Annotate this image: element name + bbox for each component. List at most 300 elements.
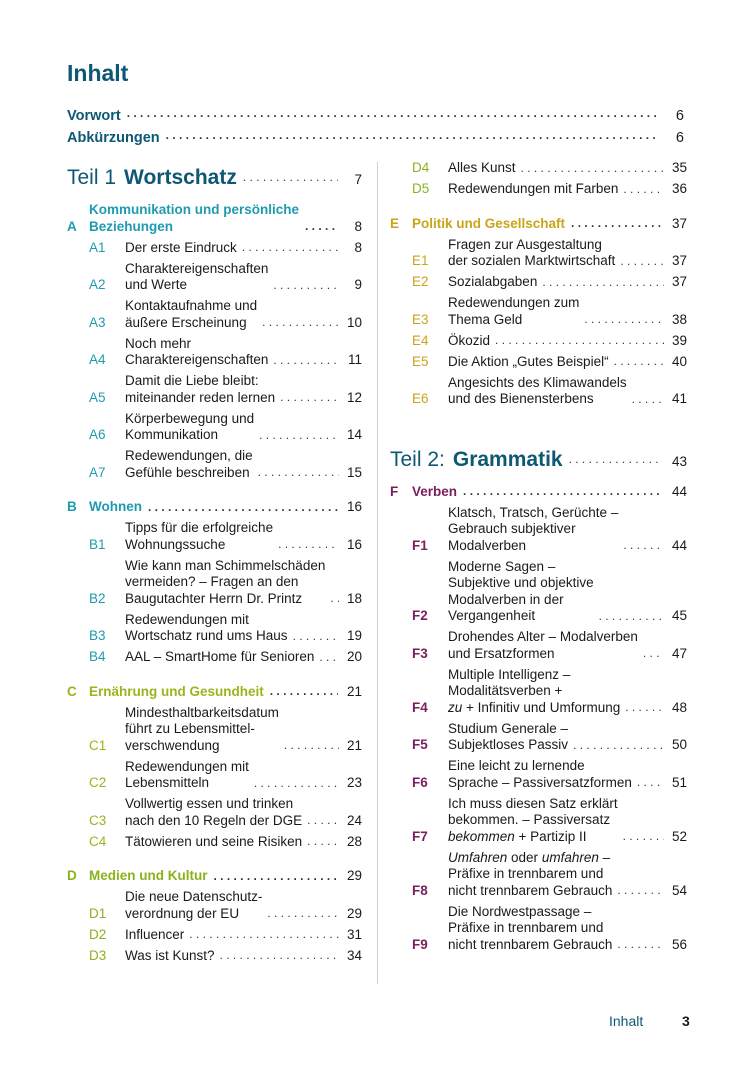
toc-entry-a3[interactable] xyxy=(67,298,362,331)
toc-entry-f3[interactable] xyxy=(390,629,687,662)
toc-column-right xyxy=(390,160,687,953)
toc-page-number: 6 xyxy=(675,108,684,124)
line-text: Sozialabgaben xyxy=(448,274,538,289)
toc-page-number: 44 xyxy=(671,537,687,553)
entry-code: E1 xyxy=(412,253,429,268)
toc-entry-e6[interactable] xyxy=(390,375,687,408)
leader-dots xyxy=(262,314,339,328)
line-text: Was ist Kunst? xyxy=(125,947,215,963)
toc-entry-a1[interactable] xyxy=(67,240,362,257)
leader-dots xyxy=(189,926,339,940)
section-title xyxy=(89,499,142,516)
line-text: Sprache – Passiversatzformen xyxy=(448,774,632,790)
line-text: Der erste Eindruck xyxy=(125,239,237,255)
entry-code: F6 xyxy=(412,774,428,790)
line-text: und des Bienensterbens xyxy=(448,391,594,406)
toc-page-number: 56 xyxy=(671,936,687,952)
entry-code: B2 xyxy=(89,590,106,606)
entry-code: F4 xyxy=(412,699,428,715)
toc-entry-a5[interactable] xyxy=(67,373,362,406)
leader-dots xyxy=(127,106,658,120)
entry-title xyxy=(125,261,268,294)
toc-page-number: 19 xyxy=(346,628,362,643)
entry-code: A7 xyxy=(89,464,106,480)
line-text: Ökozid xyxy=(448,332,491,348)
column-divider xyxy=(377,162,378,984)
toc-entry-f1[interactable] xyxy=(390,505,687,555)
line-text: Modalverben in der xyxy=(448,591,564,607)
line-text: Körperbewegung und xyxy=(125,410,255,426)
entry-code: E3 xyxy=(412,311,429,327)
toc-entry-f7[interactable] xyxy=(390,796,687,846)
line-text: nicht trennbarem Gebrauch xyxy=(448,882,613,898)
line-text: Beziehungen xyxy=(89,218,174,234)
line-text: und Ersatzformen xyxy=(448,645,555,661)
leader-dots xyxy=(330,590,339,604)
toc-page-number: 34 xyxy=(346,947,362,963)
entry-code: F5 xyxy=(412,737,428,752)
entry-code: A6 xyxy=(89,427,106,442)
leader-dots xyxy=(637,774,664,788)
entry-code: F8 xyxy=(412,882,428,898)
entry-title xyxy=(448,181,618,198)
line-text: Redewendungen, die xyxy=(125,448,253,463)
toc-entry-d5[interactable] xyxy=(390,181,687,198)
leader-dots xyxy=(254,775,339,789)
entry-code: C4 xyxy=(89,833,107,849)
toc-page-number: 9 xyxy=(354,277,362,292)
part-name: Grammatik xyxy=(452,447,563,471)
entry-code: A5 xyxy=(89,389,106,405)
line-text: Alles Kunst xyxy=(448,160,516,175)
line-text: verschwendung xyxy=(125,737,220,753)
entry-title xyxy=(448,375,627,408)
toc-page-number: 39 xyxy=(671,332,687,348)
entry-code: B1 xyxy=(89,536,106,552)
toc-page-number: 12 xyxy=(346,389,362,405)
entry-title xyxy=(448,721,568,754)
toc-entry-e2[interactable] xyxy=(390,274,687,291)
section-title xyxy=(89,202,299,235)
entry-title xyxy=(125,240,237,257)
toc-page-number: 37 xyxy=(671,253,687,268)
leader-dots xyxy=(220,947,339,961)
toc-entry-e3[interactable] xyxy=(390,295,687,328)
entry-title xyxy=(448,237,615,270)
line-text: Die Aktion „Gutes Beispiel“ xyxy=(448,353,609,369)
line-text: Redewendungen zum xyxy=(448,295,580,310)
toc-page-number: 43 xyxy=(671,453,687,469)
leader-dots xyxy=(521,160,664,174)
toc-page-number: 37 xyxy=(671,215,687,231)
toc-page-number: 36 xyxy=(671,181,687,196)
toc-page-number: 29 xyxy=(346,905,362,921)
line-text: Die Nordwestpassage – xyxy=(448,903,592,919)
entry-title xyxy=(448,629,638,662)
leader-dots xyxy=(307,833,339,847)
entry-title xyxy=(448,274,537,291)
entry-title xyxy=(448,904,612,954)
line-text: Präfixe in trennbarem und xyxy=(448,866,604,881)
entry-code: E4 xyxy=(412,332,429,348)
toc-page-number: 14 xyxy=(346,427,362,442)
entry-code: D4 xyxy=(412,160,430,175)
toc-entry-f2[interactable] xyxy=(390,559,687,625)
section-letter: F xyxy=(390,483,399,499)
leader-dots xyxy=(273,352,339,366)
toc-page-number: 16 xyxy=(346,499,362,514)
toc-page-number: 21 xyxy=(346,683,362,699)
entry-code: D2 xyxy=(89,926,107,942)
leader-dots xyxy=(614,353,664,367)
toc-page-number: 8 xyxy=(354,218,362,234)
toc-entry-f5[interactable] xyxy=(390,721,687,754)
entry-code: C2 xyxy=(89,775,107,790)
entry-title xyxy=(125,796,302,829)
toc-entry-d4[interactable] xyxy=(390,160,687,177)
entry-code: E6 xyxy=(412,391,429,406)
entry-code: C1 xyxy=(89,737,107,753)
line-text: und Werte xyxy=(125,277,188,292)
toc-page-number: 24 xyxy=(346,812,362,828)
leader-dots xyxy=(166,128,658,142)
line-text: Gebrauch subjektiver xyxy=(448,521,576,536)
toc-entry-f8[interactable] xyxy=(390,850,687,900)
toc-entry-b2[interactable] xyxy=(67,558,362,608)
leader-dots xyxy=(284,737,339,751)
line-text: Tätowieren und seine Risiken xyxy=(125,833,303,849)
line-text: Redewendungen mit xyxy=(125,611,249,627)
entry-title xyxy=(448,850,612,900)
entry-title xyxy=(125,927,184,944)
toc-entry-e4[interactable] xyxy=(390,333,687,350)
section-title xyxy=(412,216,565,233)
leader-dots xyxy=(273,277,339,291)
line-text: Politik und Gesellschaft xyxy=(412,215,566,231)
line-text: Umfahren oder umfahren – xyxy=(448,849,611,865)
entry-title xyxy=(125,336,268,369)
leader-dots xyxy=(617,936,664,950)
toc-entry-label: Abkürzungen xyxy=(67,130,160,146)
line-text: führt zu Lebensmittel- xyxy=(125,721,255,736)
leader-dots xyxy=(243,170,338,184)
line-text: Verben xyxy=(412,483,458,499)
line-text: Wie kann man Schimmelschäden xyxy=(125,557,326,573)
line-text: Eine leicht zu lernende xyxy=(448,758,585,773)
part-label: Teil 2: xyxy=(390,447,445,471)
toc-page-number: 54 xyxy=(671,882,687,898)
line-text: Mindesthaltbarkeitsdatum xyxy=(125,704,279,720)
line-text: bekommen. – Passiversatz xyxy=(448,812,611,827)
entry-title xyxy=(125,298,257,331)
leader-dots xyxy=(148,499,338,513)
entry-title xyxy=(125,834,302,851)
entry-title xyxy=(448,796,618,846)
section-letter: D xyxy=(67,868,77,883)
entry-code: D5 xyxy=(412,181,430,196)
line-text: vermeiden? – Fragen an den xyxy=(125,574,299,589)
line-text: Fragen zur Ausgestaltung xyxy=(448,236,602,252)
line-text: der sozialen Marktwirtschaft xyxy=(448,253,616,268)
leader-dots xyxy=(214,868,339,882)
section-title xyxy=(412,484,457,501)
leader-dots xyxy=(278,536,339,550)
toc-page-number: 35 xyxy=(671,160,687,175)
line-text: Vergangenheit xyxy=(448,608,536,623)
part-name: Wortschatz xyxy=(124,166,237,189)
entry-title xyxy=(448,160,516,177)
toc-entry-f9[interactable] xyxy=(390,904,687,954)
section-letter: B xyxy=(67,499,77,514)
line-text: Ernährung und Gesundheit xyxy=(89,683,264,699)
toc-page-number: 40 xyxy=(671,353,687,369)
line-text: Lebensmitteln xyxy=(125,775,210,790)
line-text: nicht trennbarem Gebrauch xyxy=(448,936,613,952)
toc-page-number: 18 xyxy=(346,590,362,606)
toc-entry-e1[interactable] xyxy=(390,237,687,270)
toc-page-number: 6 xyxy=(675,130,684,146)
line-text: Kommunikation xyxy=(125,427,219,442)
leader-dots xyxy=(584,311,664,325)
line-text: Subjektive und objektive xyxy=(448,575,594,590)
toc-entry-b4[interactable] xyxy=(67,649,362,666)
entry-title xyxy=(448,667,620,717)
section-heading-e[interactable] xyxy=(390,216,687,233)
section-title xyxy=(89,684,264,701)
entry-title xyxy=(448,559,594,625)
line-text: Wortschatz rund ums Haus xyxy=(125,628,288,643)
toc-entry-d2[interactable] xyxy=(67,927,362,944)
entry-code: A1 xyxy=(89,239,106,255)
leader-dots xyxy=(463,483,663,497)
leader-dots xyxy=(542,274,664,288)
toc-page-number: 15 xyxy=(346,464,362,480)
entry-title xyxy=(125,889,262,922)
line-text: Thema Geld xyxy=(448,311,523,327)
line-text: Noch mehr xyxy=(125,335,192,351)
line-text: verordnung der EU xyxy=(125,905,240,921)
line-text: Multiple Intelligenz – xyxy=(448,666,571,682)
line-text: Wohnungssuche xyxy=(125,536,226,552)
line-text: miteinander reden lernen xyxy=(125,389,276,405)
toc-entry-c4[interactable] xyxy=(67,834,362,851)
leader-dots xyxy=(623,828,664,842)
entry-code: C3 xyxy=(89,812,107,828)
toc-page-number: 52 xyxy=(671,828,687,844)
entry-title xyxy=(448,758,632,791)
leader-dots xyxy=(573,737,664,751)
section-heading-c[interactable] xyxy=(67,684,362,701)
entry-code: F7 xyxy=(412,828,428,844)
line-text: zu + Infinitiv und Umformung xyxy=(448,699,621,715)
line-text: Studium Generale – xyxy=(448,720,569,736)
leader-dots xyxy=(625,699,664,713)
leader-dots xyxy=(280,389,339,403)
part-heading-part1[interactable] xyxy=(67,166,362,190)
line-text: Charaktereigenschaften xyxy=(125,260,269,276)
toc-column-left xyxy=(67,160,362,964)
leader-dots xyxy=(307,812,339,826)
line-text: Redewendungen mit Farben xyxy=(448,181,619,196)
line-text: Influencer xyxy=(125,926,185,942)
toc-entry-a4[interactable] xyxy=(67,336,362,369)
line-text: bekommen + Partizip II xyxy=(448,828,587,844)
leader-dots xyxy=(293,628,339,642)
entry-title xyxy=(125,411,254,444)
toc-entry-a6[interactable] xyxy=(67,411,362,444)
toc-page-number: 45 xyxy=(671,608,687,623)
toc-entry-label: Vorwort xyxy=(67,108,121,124)
leader-dots xyxy=(620,253,664,267)
entry-code: F3 xyxy=(412,645,428,661)
entry-title xyxy=(125,448,253,481)
line-text: Modalitätsverben + xyxy=(448,683,563,698)
entry-code: F1 xyxy=(412,537,428,553)
toc-page-number: 41 xyxy=(671,391,687,406)
line-text: Angesichts des Klimawandels xyxy=(448,374,627,390)
leader-dots xyxy=(495,332,664,346)
toc-entry-abkuerzungen[interactable] xyxy=(67,130,684,146)
toc-entry-b3[interactable] xyxy=(67,612,362,645)
entry-code: F2 xyxy=(412,608,428,623)
entry-title xyxy=(125,373,275,406)
leader-dots xyxy=(258,464,339,478)
toc-page-number: 31 xyxy=(346,926,362,942)
line-text: Baugutachter Herrn Dr. Printz xyxy=(125,590,303,606)
line-text: Redewendungen mit xyxy=(125,758,249,774)
line-text: Tipps für die erfolgreiche xyxy=(125,520,274,535)
leader-dots xyxy=(305,218,338,232)
leader-dots xyxy=(623,181,664,195)
toc-page-number: 23 xyxy=(346,775,362,790)
toc-page-number: 38 xyxy=(671,311,687,327)
toc-page-number: 8 xyxy=(354,239,362,255)
entry-title xyxy=(125,705,279,755)
entry-title xyxy=(125,759,249,792)
toc-page-number: 7 xyxy=(354,172,362,187)
entry-code: A3 xyxy=(89,314,106,330)
line-text: Ich muss diesen Satz erklärt xyxy=(448,795,618,811)
entry-code: E5 xyxy=(412,353,429,369)
leader-dots xyxy=(259,427,339,441)
entry-code: B3 xyxy=(89,628,106,643)
line-text: AAL – SmartHome für Senioren xyxy=(125,649,315,664)
toc-page-number: 51 xyxy=(671,774,687,790)
entry-code: A2 xyxy=(89,277,106,292)
toc-page-number: 44 xyxy=(671,483,687,499)
leader-dots xyxy=(270,683,338,697)
line-text: Damit die Liebe bleibt: xyxy=(125,373,259,388)
toc-entry-c1[interactable] xyxy=(67,705,362,755)
entry-title xyxy=(448,333,490,350)
section-title xyxy=(89,868,208,885)
leader-dots xyxy=(242,239,339,253)
entry-title xyxy=(448,295,579,328)
footer-label: Inhalt xyxy=(609,1013,644,1029)
line-text: Charaktereigenschaften xyxy=(125,352,269,367)
toc-entry-d3[interactable] xyxy=(67,948,362,965)
toc-page-number: 28 xyxy=(346,833,362,849)
toc-page-number: 47 xyxy=(671,645,687,661)
line-text: Die neue Datenschutz- xyxy=(125,889,263,904)
line-text: Klatsch, Tratsch, Gerüchte – xyxy=(448,504,619,520)
entry-code: B4 xyxy=(89,649,106,664)
line-text: Kommunikation und persönliche xyxy=(89,202,300,217)
toc-page-number: 11 xyxy=(347,352,362,367)
leader-dots xyxy=(599,608,664,622)
toc-page-number: 21 xyxy=(346,737,362,753)
toc-entry-a2[interactable] xyxy=(67,261,362,294)
section-heading-b[interactable] xyxy=(67,499,362,516)
leader-dots xyxy=(319,649,339,663)
line-text: Medien und Kultur xyxy=(89,868,208,883)
leader-dots xyxy=(623,537,664,551)
line-text: Modalverben xyxy=(448,537,527,553)
toc-entry-vorwort[interactable] xyxy=(67,108,684,124)
entry-title xyxy=(125,649,314,666)
entry-title xyxy=(448,505,618,555)
entry-title xyxy=(125,948,215,965)
section-heading-d[interactable] xyxy=(67,868,362,885)
entry-code: F9 xyxy=(412,936,428,952)
toc-entry-f4[interactable] xyxy=(390,667,687,717)
part-heading-part2[interactable] xyxy=(390,448,687,472)
toc-entry-c2[interactable] xyxy=(67,759,362,792)
toc-page-number: 37 xyxy=(671,274,687,289)
leader-dots xyxy=(569,452,663,466)
section-letter: C xyxy=(67,683,77,699)
toc-page-number: 20 xyxy=(346,649,362,664)
line-text: Vollwertig essen und trinken xyxy=(125,796,294,811)
toc-page-number: 50 xyxy=(671,737,687,752)
page-title: Inhalt xyxy=(67,60,129,86)
line-text: Kontaktaufnahme und xyxy=(125,298,258,313)
toc-entry-d1[interactable] xyxy=(67,889,362,922)
toc-entry-a7[interactable] xyxy=(67,448,362,481)
entry-code: E2 xyxy=(412,274,429,289)
entry-code: A4 xyxy=(89,352,106,367)
toc-page-number: 29 xyxy=(346,868,362,883)
line-text: Wohnen xyxy=(89,499,142,514)
line-text: Moderne Sagen – xyxy=(448,558,556,574)
section-heading-f[interactable] xyxy=(390,484,687,501)
footer-page-number: 3 xyxy=(682,1013,690,1029)
leader-dots xyxy=(617,882,664,896)
entry-title xyxy=(448,354,609,371)
entry-code: D1 xyxy=(89,905,107,921)
entry-code: D3 xyxy=(89,947,107,963)
leader-dots xyxy=(632,391,664,405)
toc-entry-e5[interactable] xyxy=(390,354,687,371)
leader-dots xyxy=(571,215,663,229)
line-text: nach den 10 Regeln der DGE xyxy=(125,812,303,828)
toc-entry-c3[interactable] xyxy=(67,796,362,829)
line-text: Subjektloses Passiv xyxy=(448,737,569,752)
section-heading-a[interactable] xyxy=(67,202,362,235)
line-text: Gefühle beschreiben xyxy=(125,464,250,480)
toc-page-number: 16 xyxy=(346,536,362,552)
entry-title xyxy=(125,520,273,553)
line-text: äußere Erscheinung xyxy=(125,314,247,330)
line-text: Präfixe in trennbarem und xyxy=(448,920,604,935)
toc-entry-b1[interactable] xyxy=(67,520,362,553)
line-text: Drohendes Alter – Modalverben xyxy=(448,629,638,644)
leader-dots xyxy=(643,645,664,659)
entry-title xyxy=(125,558,325,608)
leader-dots xyxy=(267,905,339,919)
toc-entry-f6[interactable] xyxy=(390,758,687,791)
part-label: Teil 1 xyxy=(67,166,117,189)
